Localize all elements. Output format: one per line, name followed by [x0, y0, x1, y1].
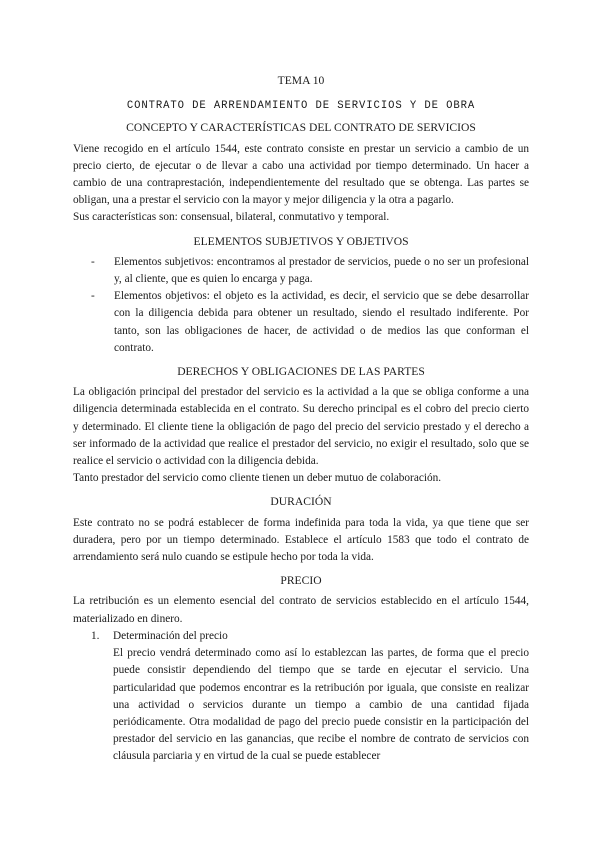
paragraph-derechos: La obligación principal del prestador del servicio es la actividad a la que se obliga conforme a una diligencia determinada establecida en el contrato. Su derecho principal es el cobro del precio cierto y determinado. El cliente tiene la obligación de pago del precio del servicio prestado y el derecho a ser informado de la actividad que realice el prestador del servicio, no exigir el resultado, solo que se realice el servicio o actividad con la diligencia debida. [73, 386, 529, 468]
heading-elementos: ELEMENTOS SUBJETIVOS Y OBJETIVOS [193, 234, 409, 248]
elements-list [73, 254, 529, 357]
paragraph-derechos-closing: Tanto prestador del servicio como cliente tienen un deber mutuo de colaboración. [73, 472, 442, 485]
paragraph-duracion: Este contrato no se podrá establecer de forma indefinida para toda la vida, ya que tiene que ser duradera, pero por un tiempo determinado. Establece el artículo 1583 que todo el contrato de arrendamiento será nulo cuando se estipule hecho por toda la vida. [73, 516, 529, 564]
heading-derechos: DERECHOS Y OBLIGACIONES DE LAS PARTES [177, 365, 425, 379]
paragraph-characteristics: Sus características son: consensual, bilateral, conmutativo y temporal. [73, 211, 390, 224]
list-item [73, 288, 529, 357]
heading-concepto: CONCEPTO Y CARACTERÍSTICAS DEL CONTRATO DE SERVICIOS [126, 121, 476, 135]
subsection-title-row [73, 628, 529, 645]
heading-precio: PRECIO [280, 574, 322, 588]
list-item [73, 254, 529, 288]
paragraph-concepto: Viene recogido en el artículo 1544, este contrato consiste en prestar un servicio a cambio de un precio cierto, de ejecutar o de llevar a cabo una actividad por tiempo determinado. Un hacer a cambio de una contraprestación, independientemente del resultado que se obtenga. Las partes se obligan, una a prestar el servicio con la mayor y mejor diligencia y la otra a pagarlo. [73, 142, 529, 207]
list-item-text: Elementos objetivos: el objeto es la actividad, es decir, el servicio que se debe desarrollar con la diligencia debida para obtener un resultado, siendo el resultado indiferente. Por tanto, son las obligaciones de hacer, de actividad o de medios las que conforman el contrato. [114, 290, 529, 354]
list-item-text: Elementos subjetivos: encontramos al prestador de servicios, puede o no ser un profesional y, al cliente, que es quien lo encarga y paga. [114, 255, 529, 286]
bullet-dash: - [91, 255, 95, 268]
paragraph-precio: La retribución es un elemento esencial del contrato de servicios establecido en el artículo 1544, materializado en dinero. [73, 595, 529, 625]
numbered-subsection [73, 628, 529, 766]
bullet-dash: - [91, 290, 95, 303]
document-page [73, 72, 529, 766]
subsection-text: El precio vendrá determinado como así lo establezcan las partes, de forma que el precio puede consistir dependiendo del tiempo que se tarde en ejecutar el servicio. Una particularidad que podemos encontrar es la retribución por iguala, que consiste en realizar una actividad o servicios durante un tiempo a cambio de una cantidad fijada periódicamente. Otra modalidad de pago del precio puede consistir en la participación del prestador del servicio en las ganancias, que recibe el nombre de contrato de servicios con cláusula parciaria y en virtud de la cual se puede establecer [113, 647, 529, 763]
subsection-number: 1. [91, 629, 100, 642]
topic-title: TEMA 10 [277, 74, 325, 87]
subsection-title: Determinación del precio [113, 629, 228, 642]
heading-duracion: DURACIÓN [270, 495, 332, 509]
contract-title: CONTRATO DE ARRENDAMIENTO DE SERVICIOS Y DE OBRA [126, 100, 476, 113]
